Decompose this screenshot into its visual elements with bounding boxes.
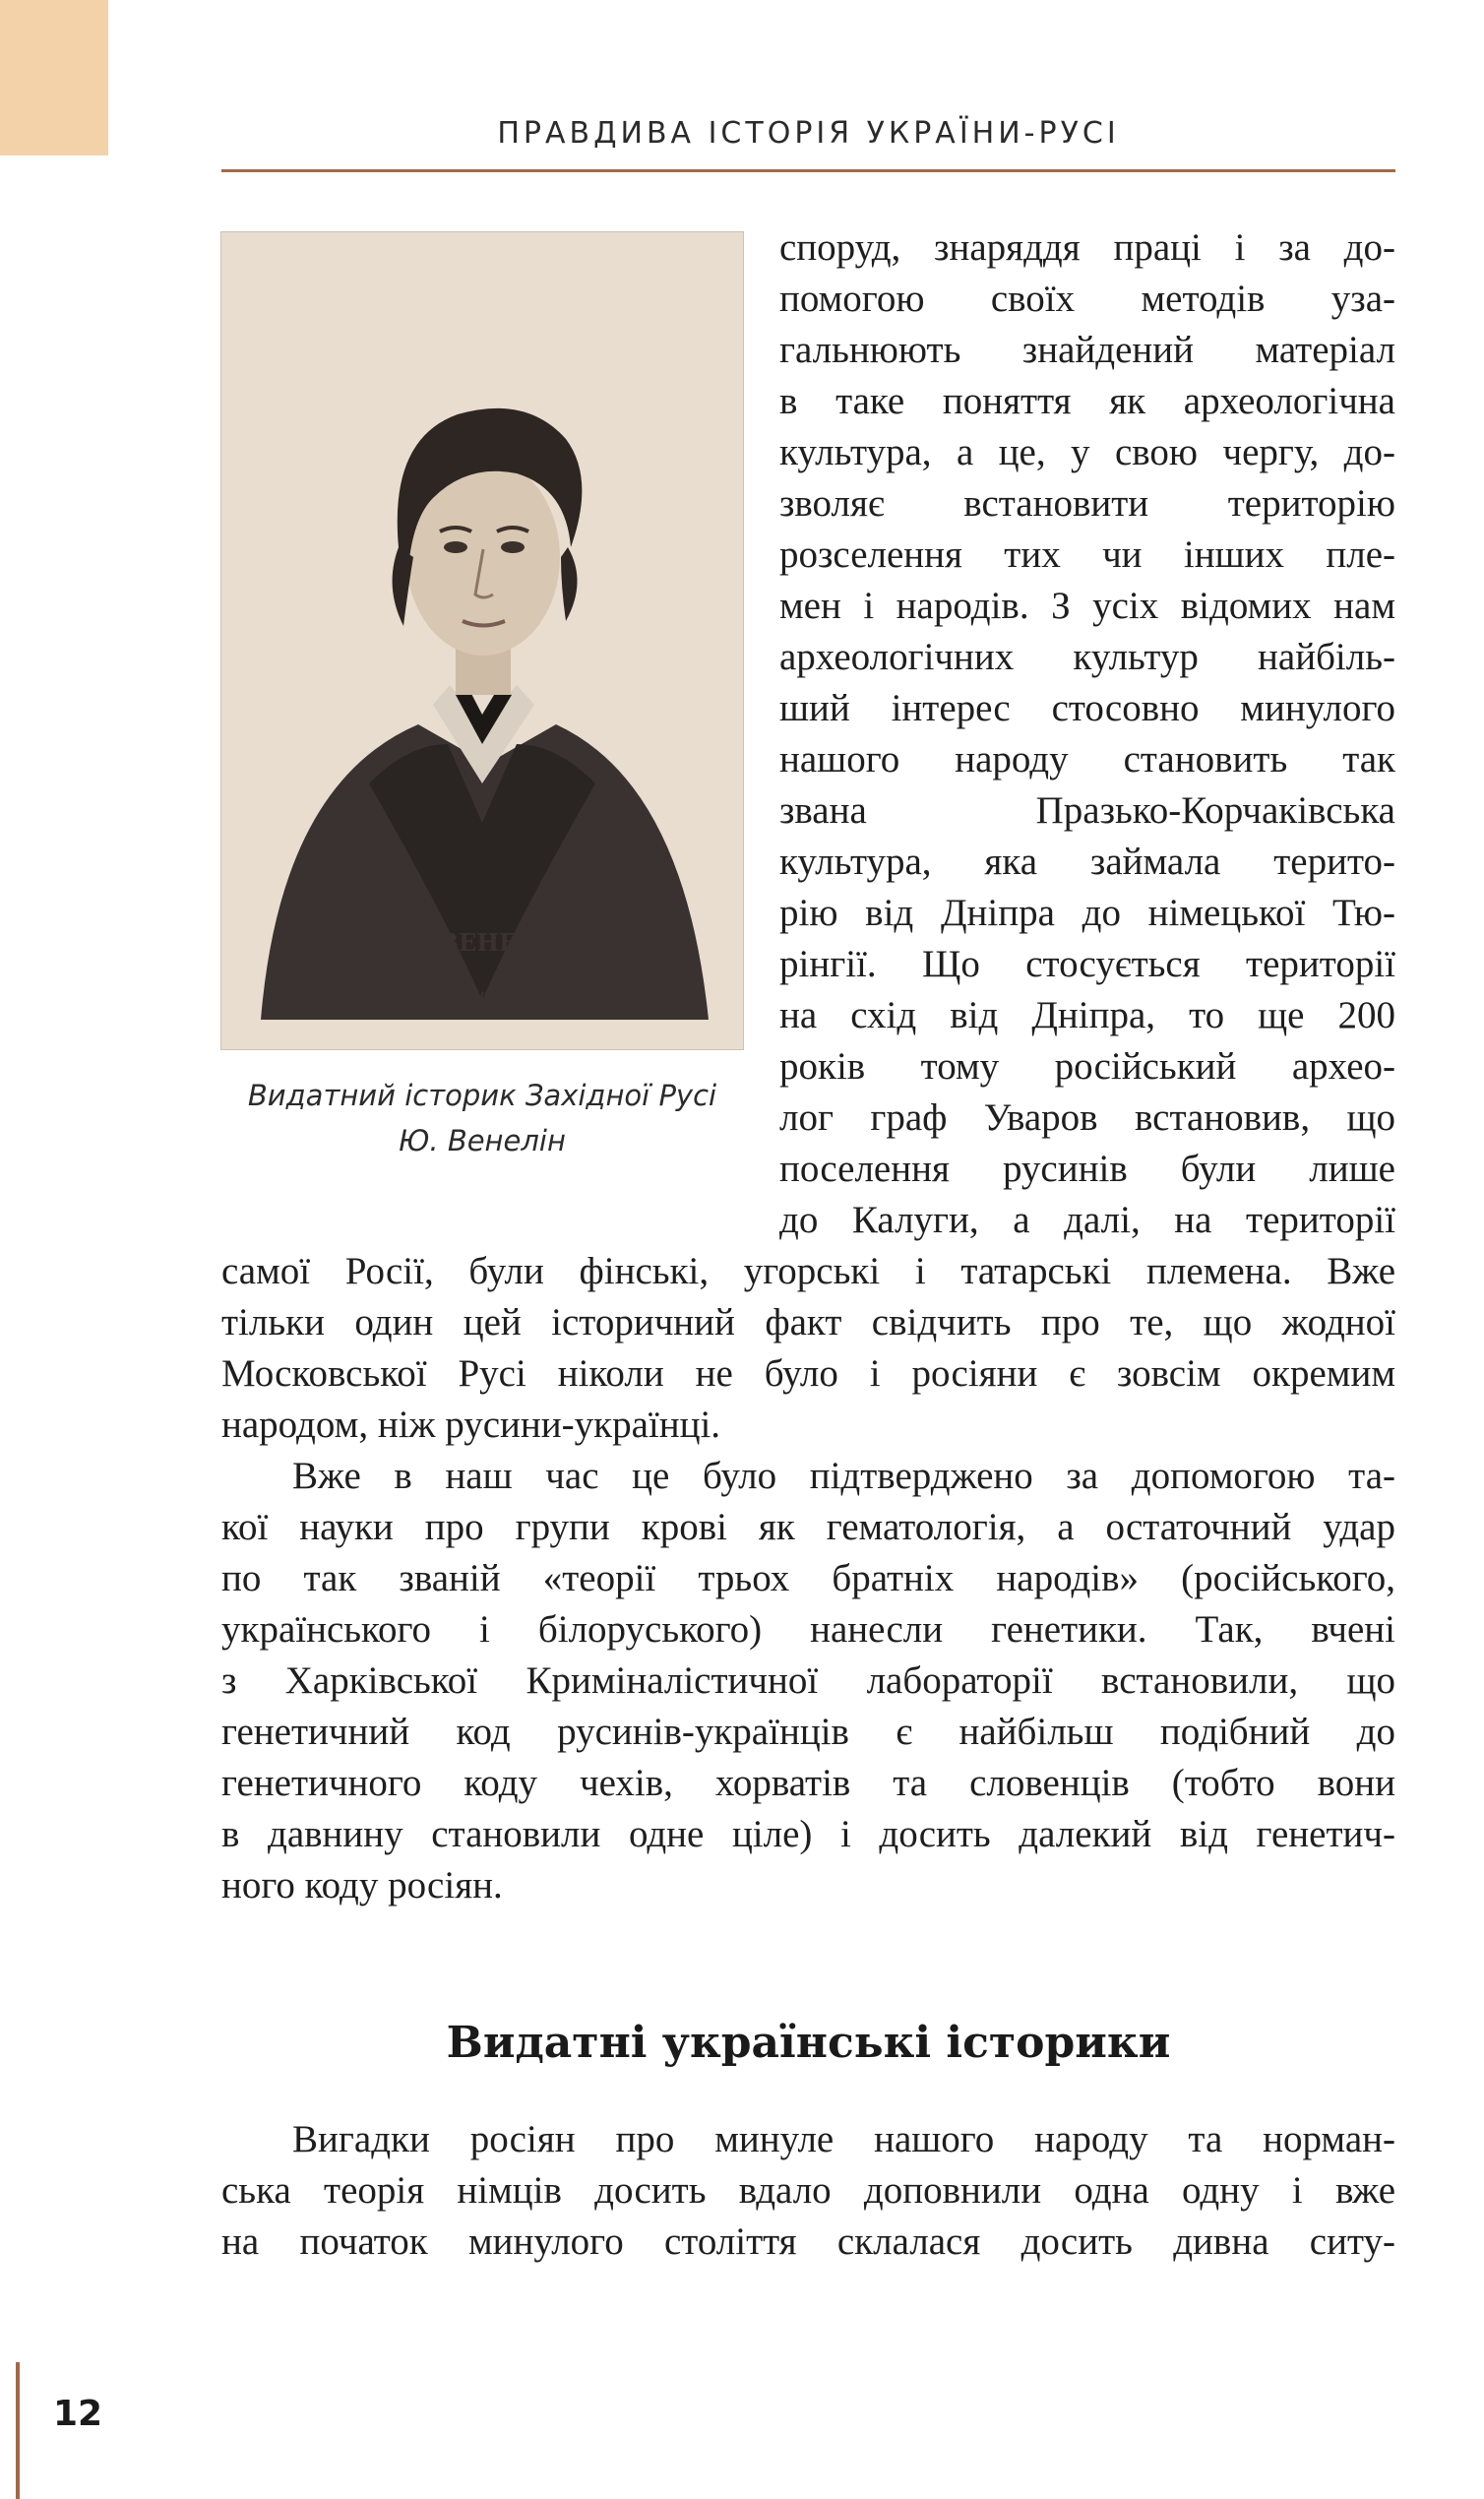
- column-line: помогою своїх методів уза-: [779, 278, 1395, 320]
- portrait-figure: [220, 231, 744, 1050]
- body-line: по так званій «теорії трьох братніх народів» (російського,: [221, 1557, 1395, 1599]
- column-line: культура, яка займала терито-: [779, 841, 1395, 883]
- body-line: в давнину становили одне ціле) і досить далекий від генетич-: [221, 1813, 1395, 1855]
- body-line: Вигадки росіян про минуле нашого народу та норман-: [292, 2118, 1395, 2160]
- body-line: Вже в наш час це було підтверджено за допомогою та-: [292, 1455, 1395, 1497]
- figure-caption: [220, 1073, 744, 1163]
- column-line: років тому російський архео-: [779, 1045, 1395, 1088]
- portrait-label: Ю. И. ВЕНЕЛИНЪ.: [352, 928, 614, 957]
- caption-line: Видатний історик Західної Русі: [247, 1079, 717, 1112]
- portrait-signature: (Georgius Hutza): [371, 982, 595, 1012]
- body-line: кої науки про групи крові як гематологія, а остаточний удар: [221, 1506, 1395, 1548]
- column-line: рію від Дніпра до німецької Тю-: [779, 892, 1395, 934]
- caption-line: Ю. Венелін: [399, 1124, 566, 1157]
- column-line: поселення русинів були лише: [779, 1148, 1395, 1190]
- column-line: археологічних культур найбіль-: [779, 636, 1395, 678]
- body-line: ська теорія німців досить вдало доповнили одна одну і вже: [221, 2169, 1395, 2212]
- page-number: 12: [53, 2394, 103, 2434]
- column-line: гальнюють знайдений матеріал: [779, 329, 1395, 371]
- body-line: з Харківської Криміналістичної лабораторії встановили, що: [221, 1659, 1395, 1702]
- corner-color-block: [0, 0, 108, 156]
- header-rule: [221, 169, 1395, 172]
- column-line: розселення тих чи інших пле-: [779, 533, 1395, 576]
- column-line: звана Празько-Корчаківська: [779, 789, 1395, 832]
- body-line: тільки один цей історичний факт свідчить про те, що жодної: [221, 1301, 1395, 1343]
- body-line: українського і білоруського) нанесли генетики. Так, вчені: [221, 1608, 1395, 1651]
- column-line: ший інтерес стосовно минулого: [779, 687, 1395, 729]
- body-line: самої Росії, були фінські, угорські і татарські племена. Вже: [221, 1250, 1395, 1292]
- column-line: в таке поняття як археологічна: [779, 380, 1395, 422]
- body-line: народом, ніж русини-українці.: [221, 1404, 721, 1446]
- folio-rule: [16, 2362, 20, 2499]
- body-line: генетичного коду чехів, хорватів та словенців (тобто вони: [221, 1762, 1395, 1804]
- section-heading: Видатні українські історики: [446, 2018, 1171, 2068]
- column-line: зволяє встановити територію: [779, 482, 1395, 525]
- body-line: генетичний код русинів-українців є найбільш подібний до: [221, 1711, 1395, 1753]
- body-line: ного коду росіян.: [221, 1864, 503, 1906]
- body-line: Московської Русі ніколи не було і росіяни є зовсім окремим: [221, 1352, 1395, 1395]
- column-line: нашого народу становить так: [779, 738, 1395, 781]
- body-line: на початок минулого століття склалася досить дивна ситу-: [221, 2220, 1395, 2263]
- column-line: до Калуги, а далі, на території: [779, 1199, 1395, 1241]
- column-line: споруд, знаряддя праці і за до-: [779, 226, 1395, 269]
- portrait-illustration: [221, 232, 744, 1050]
- column-line: культура, а це, у свою чергу, до-: [779, 431, 1395, 473]
- column-line: лог граф Уваров встановив, що: [779, 1096, 1395, 1139]
- column-line: мен і народів. З усіх відомих нам: [779, 585, 1395, 627]
- column-line: на схід від Дніпра, то ще 200: [779, 994, 1395, 1036]
- running-header: ПРАВДИВА ІСТОРІЯ УКРАЇНИ-РУСІ: [497, 116, 1120, 151]
- column-line: рінгії. Що стосується території: [779, 943, 1395, 985]
